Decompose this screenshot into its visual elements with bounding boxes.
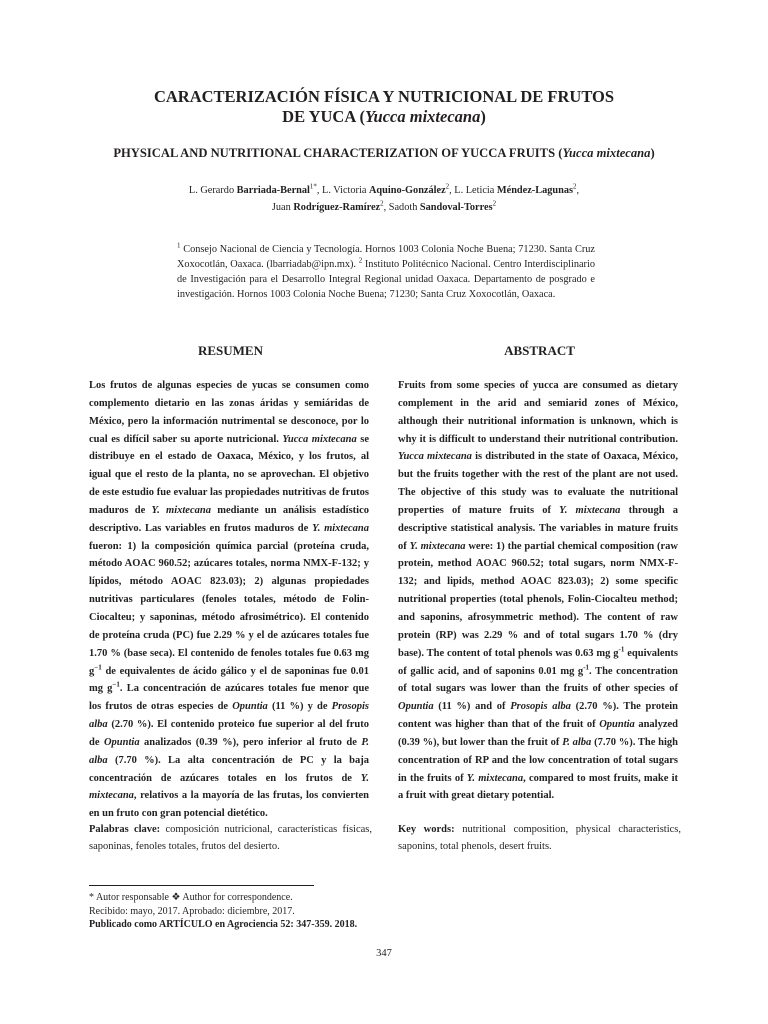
author-2-affil: 2 xyxy=(445,182,450,191)
resumen-text: de equivalentes de ácido gálico y el de saponinas fue 0.01 mg g xyxy=(89,665,369,695)
spanish-title-line2-suffix: ) xyxy=(480,107,486,126)
species-name: P. alba xyxy=(562,736,592,748)
resumen-text: Los frutos de algunas especies de yucas se consumen como complemento dietario en las zonas áridas y semiáridas de México, pero la información nutrimental se desconoce, por lo cual es difícil saber su aporte nutricional. xyxy=(89,380,369,445)
abstract-text: equivalents of gallic acid, and of saponins 0.01 mg g xyxy=(398,647,678,677)
author-5-given: , Sadoth xyxy=(383,202,420,213)
author-1-given: L. Gerardo xyxy=(188,185,237,196)
species-name: Opuntia xyxy=(599,719,635,731)
species-name: Prosopis alba xyxy=(510,701,571,713)
resumen-heading: RESUMEN xyxy=(197,343,263,358)
abstract-text: . The concentration of total sugars was lower than the fruits of other species of xyxy=(398,665,678,695)
affil-2-marker: 2 xyxy=(358,256,363,265)
author-1-affil: 1* xyxy=(309,182,317,191)
resumen-text: , relativos a la mayoría de las frutas, los convierten en un fruto con gran potencial dietético. xyxy=(89,790,369,820)
affiliations xyxy=(177,242,595,302)
english-title-prefix: PHYSICAL AND NUTRITIONAL CHARACTERIZATION OF YUCCA FRUITS ( xyxy=(113,146,563,160)
footnote-publication: Publicado como ARTÍCULO en Agrociencia 52: 347-359. 2018. xyxy=(89,919,358,930)
spanish-title-line1: CARACTERIZACIÓN FÍSICA Y NUTRICIONAL DE FRUTOS xyxy=(153,87,615,106)
unit-exponent: -1 xyxy=(618,645,625,654)
species-name: Y. mixtecana xyxy=(151,504,211,516)
author-2-given: , L. Victoria xyxy=(316,185,369,196)
spanish-title xyxy=(80,87,688,127)
author-3-family: Méndez-Lagunas xyxy=(496,185,573,196)
resumen-body xyxy=(89,377,369,823)
english-title xyxy=(40,145,728,161)
unit-exponent: −1 xyxy=(112,680,120,689)
abstract-text: analyzed (0.39 %), but lower than the fruit of xyxy=(398,719,678,748)
unit-exponent: −1 xyxy=(94,663,102,671)
resumen-text: (11 %) y de xyxy=(267,701,332,713)
spanish-title-line2-prefix: DE YUCA ( xyxy=(282,107,365,126)
footnote-correspondence: * Autor responsable ❖ Author for correspondence. xyxy=(89,892,293,903)
species-name: P. alba xyxy=(89,736,369,766)
spanish-title-species: Yucca mixtecana xyxy=(364,107,481,126)
english-title-suffix: ) xyxy=(650,146,655,160)
resumen-text: fueron: 1) la composición química parcial (proteína cruda, método AOAC 960.52; azúcares totales, norma NMX-F-132; y lípidos, método AOAC 823.03); 2) algunas propiedades nutritivas particulares (fenoles totales, método de Folin-Ciocalteu; y saponinas, método afrosimétrico). El contenido de proteína cruda (PC) fue 2.29 % y el de azúcares totales fue 1.70 % (base seca). El contenido de fenoles totales fue 0.63 mg g xyxy=(89,540,369,677)
english-title-species: Yucca mixtecana xyxy=(562,146,651,160)
species-name: Opuntia xyxy=(232,701,268,713)
author-3-given: , L. Leticia xyxy=(449,185,497,196)
resumen-text: (2.70 %). El contenido proteico fue superior al del fruto de xyxy=(89,719,369,748)
resumen-text: mediante un análisis estadístico descriptivo. Las variables en frutos maduros de xyxy=(89,504,370,534)
english-keywords-label: Key words: xyxy=(398,824,455,835)
footnote xyxy=(89,891,489,932)
abstract-text: (2.70 %). The protein content was higher than that of the fruit of xyxy=(398,701,679,731)
species-name: Opuntia xyxy=(398,701,434,713)
abstract-text: were: 1) the partial chemical composition (raw protein, method AOAC 960.52; total sugars, norm NMX-F-132; and lipids, method AOAC 823.03); 2) some specific nutritional properties (total phenols, Folin-Ciocalteu method; and saponins, afrosymmetric method). The content of raw protein (RP) was 2.29 % and of total sugars 1.70 % (dry base). The content of total phenols was 0.63 mg g xyxy=(398,540,679,659)
resumen-text: se distribuye en el estado de Oaxaca, México, y los frutos, al igual que el resto de la planta, no se aprovechan. El objetivo de este estudio fue evaluar las propiedades nutritivas de frutos maduros de xyxy=(89,433,369,516)
abstract-body xyxy=(398,377,678,805)
footnote-dates: Recibido: mayo, 2017. Aprobado: diciembre, 2017. xyxy=(89,905,295,917)
species-name: Y. mixtecana xyxy=(559,504,621,516)
author-list xyxy=(110,182,658,216)
species-name: Opuntia xyxy=(103,736,140,748)
spanish-keywords-text: composición nutricional, características físicas, saponinas, fenoles totales, frutos del desierto. xyxy=(89,824,372,852)
affil-2-text: Instituto Politécnico Nacional. Centro Interdisciplinario de Investigación para el Desarrollo Integral Regional unidad Oaxaca. Departamento de posgrado e investigación. Hornos 1003 Colonia Noche Buena; 71230; Santa Cruz Xoxocotlán, Oaxaca. xyxy=(177,259,595,300)
unit-exponent: -1 xyxy=(583,663,590,671)
species-name: Yucca mixtecana xyxy=(398,451,472,463)
resumen-text: (7.70 %). La alta concentración de PC y la baja concentración de azúcares totales en los frutos de xyxy=(89,754,369,784)
author-3-affil: 2 xyxy=(573,182,577,191)
affil-1-marker: 1 xyxy=(177,241,181,250)
abstract-text: Fruits from some species of yucca are consumed as dietary complement in the arid and semiarid zones of México, although their nutritional information is unknown, which is why it is difficult to understand their nutritional contribution. xyxy=(398,380,678,445)
abstract-text: through a descriptive statistical analysis. The variables in mature fruits of xyxy=(398,504,678,552)
abstract-text: (11 %) and of xyxy=(433,701,511,713)
footnote-divider xyxy=(89,885,314,886)
affil-1-text: Consejo Nacional de Ciencia y Tecnología. Hornos 1003 Colonia Noche Buena; 71230. Santa Cruz Xoxocotlán, Oaxaca. (lbarriadab@ipn.mx). xyxy=(177,244,595,270)
species-name: Y. mixtecana xyxy=(466,772,524,784)
species-name: Y. mixtecana xyxy=(409,540,466,552)
spanish-keywords-label: Palabras clave: xyxy=(89,824,161,835)
author-1-family: Barriada-Bernal xyxy=(236,185,310,196)
species-name: Y. mixtecana xyxy=(312,522,370,534)
author-4-family: Rodríguez-Ramírez xyxy=(293,202,381,213)
english-keywords-text: nutritional composition, physical characteristics, saponins, total phenols, desert fruits. xyxy=(398,824,681,852)
species-name: Y. mixtecana xyxy=(89,772,369,802)
page-number: 347 xyxy=(376,948,392,959)
abstract-text: is distributed in the state of Oaxaca, México, but the fruits together with the rest of the plant are not used. The objective of this study was to evaluate the nutritional properties of mature fruits of xyxy=(398,451,678,516)
abstract-text: (7.70 %). The high concentration of RP and the low concentration of total sugars in the fruits of xyxy=(398,736,678,784)
abstract-heading: ABSTRACT xyxy=(504,343,575,358)
author-4-affil: 2 xyxy=(380,199,384,208)
spanish-keywords xyxy=(89,821,372,855)
author-2-family: Aquino-González xyxy=(368,185,446,196)
resumen-text: . La concentración de azúcares totales fue menor que los frutos de otras especies de xyxy=(89,683,369,713)
resumen-text: analizados (0.39 %), pero inferior al fruto de xyxy=(139,736,362,748)
species-name: Prosopis alba xyxy=(89,701,369,731)
abstract-text: , compared to most fruits, make it a fruit with great dietary potential. xyxy=(398,772,679,802)
author-3-end: , xyxy=(576,185,580,196)
species-name: Yucca mixtecana xyxy=(282,433,357,445)
author-5-affil: 2 xyxy=(492,199,497,208)
author-4-given: Juan xyxy=(271,202,294,213)
english-keywords xyxy=(398,821,681,855)
author-5-family: Sandoval-Torres xyxy=(419,202,493,213)
